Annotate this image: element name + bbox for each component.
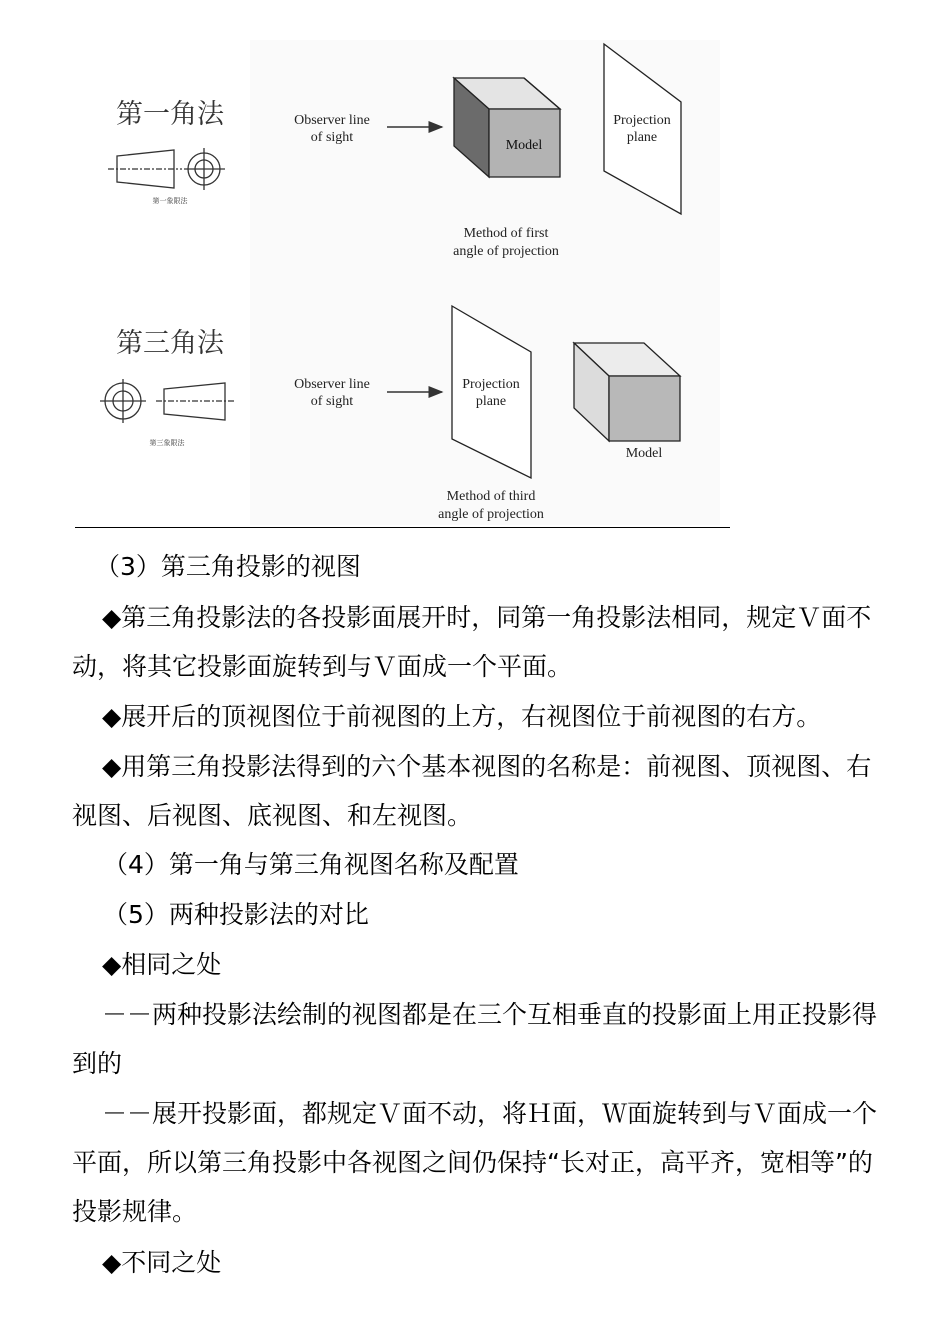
first-plane-line2: plane [626,130,658,145]
third-observer-line1: Observer line [294,377,370,392]
first-model-label: Model [505,138,543,153]
first-angle-symbol [108,148,225,190]
similarity-item-1: －－两种投影法绘制的视图都是在三个互相垂直的投影面上用正投影得到的 [72,1000,878,1078]
third-method-line1: Method of third [446,489,536,504]
first-angle-title: 第一角法 [116,99,224,130]
similarities-heading: ◆相同之处 [102,950,222,979]
section-heading-4: （4）第一角与第三角视图名称及配置 [103,850,519,879]
section-heading-3: （3）第三角投影的视图 [95,552,361,581]
first-observer-line2: of sight [310,130,354,145]
third-observer-line2: of sight [310,394,354,409]
third-model-label: Model [625,446,663,461]
projection-figure [0,0,950,540]
paragraph-six-views: ◆用第三角投影法得到的六个基本视图的名称是：前视图、顶视图、右视图、后视图、底视图、和左视图。 [72,752,872,830]
first-method-line1: Method of first [463,226,549,241]
similarity-item-2: －－展开投影面，都规定Ｖ面不动，将Ｈ面，Ｗ面旋转到与Ｖ面成一个平面，所以第三角投影中各视图之间仍保持“长对正，高平齐，宽相等”的投影规律。 [72,1099,878,1226]
first-angle-caption: 第一象限法 [152,197,188,205]
third-plane-line1: Projection [462,377,520,392]
first-observer-line1: Observer line [294,113,370,128]
paragraph-unfold-rule: ◆第三角投影法的各投影面展开时，同第一角投影法相同，规定Ｖ面不动，将其它投影面旋转到与Ｖ面成一个平面。 [72,603,872,681]
first-plane-line1: Projection [613,113,671,128]
third-plane-line2: plane [475,394,507,409]
first-method-line2: angle of projection [453,244,559,259]
figure-divider [75,527,730,528]
third-angle-symbol [100,379,234,423]
third-angle-title: 第三角法 [116,328,224,359]
third-method-line2: angle of projection [438,507,544,522]
third-angle-caption: 第三象限法 [149,439,185,447]
paragraph-view-positions: ◆展开后的顶视图位于前视图的上方，右视图位于前视图的右方。 [102,702,822,731]
differences-heading: ◆不同之处 [102,1248,222,1277]
section-heading-5: （5）两种投影法的对比 [103,900,369,929]
